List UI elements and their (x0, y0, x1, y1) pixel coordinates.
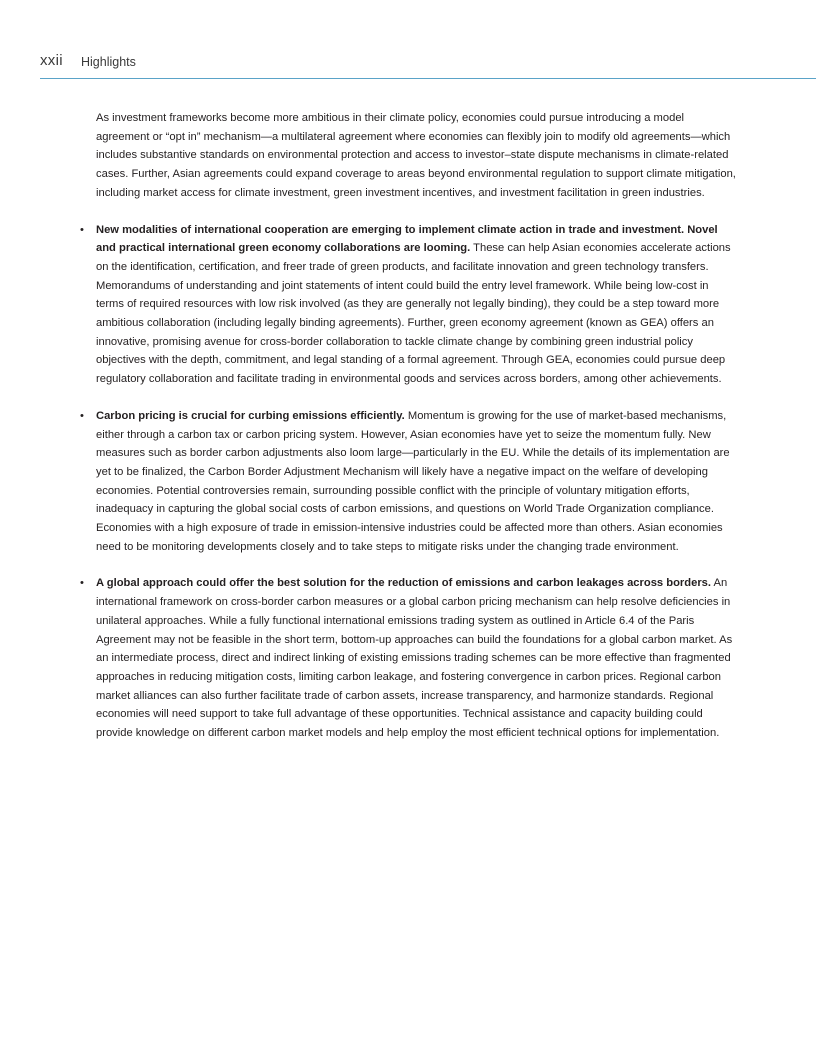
bullet-body-text: An international framework on cross-border carbon measures or a global carbon pricing mechanism can help resolve deficiencies in unilateral approaches. While a fully functional international emissions trading system as outlined in Article 6.4 of the Paris Agreement may not be feasible in the short term, bottom-up approaches can build the foundations for a global carbon market. As an intermediate process, direct and indirect linking of existing emissions trading schemes can be more effective than fragmented approaches in reducing mitigation costs, limiting carbon leakage, and fostering convergence in carbon prices. Regional carbon market alliances can also further facilitate trade of carbon assets, increase transparency, and harmonize standards. Regional economies will need support to take full advantage of these opportunities. Technical assistance and capacity building could provide knowledge on different carbon market models and help employ the most efficient technical options for implementation. (96, 577, 733, 740)
bullet-item-global-approach (80, 574, 736, 742)
bullet-marker: • (80, 223, 84, 236)
main-content (80, 109, 736, 761)
bullet-item-cooperation (80, 221, 736, 389)
bullet-lead-text: A global approach could offer the best solution for the reduction of emissions and carbon leakages across borders. (96, 577, 712, 590)
bullet-body-text: These can help Asian economies accelerate actions on the identification, certification, and freer trade of green products, and facilitate innovation and green technology transfers. Memorandums of understanding and joint statements of intent could build the entry level framework. While being low-cost in terms of required resources with low risk involved (as they are generally not legally binding), they could be a step toward more ambitious collaboration (including legally binding agreements). Further, green economy agreement (known as GEA) offers an innovative, promising avenue for cross-border collaboration to tackle climate change by combining green industrial policy objectives with the depth, commitment, and legal standing of a formal agreement. Through GEA, economies could pursue deep regulatory collaboration and facilitate trading in environmental goods and services across borders, among other achievements. (96, 242, 731, 386)
intro-paragraph: As investment frameworks become more ambitious in their climate policy, economies could pursue introducing a model agreement or “opt in” mechanism—a multilateral agreement where economies can flexibly join to modify old agreements—which includes substantive standards on environmental protection and access to investor–state dispute mechanisms in climate-related cases. Further, Asian agreements could expand coverage to areas beyond environmental regulation to support climate mitigation, including market access for climate investment, green investment incentives, and investment facilitation in green industries. (96, 112, 736, 199)
page-number: xxii (40, 52, 63, 69)
bullet-item-carbon-pricing (80, 407, 736, 557)
bullet-lead-text: New modalities of international cooperation are emerging to implement climate action in trade and investment. Novel and practical international green economy collaborations are looming. (96, 223, 718, 255)
bullet-marker: • (80, 409, 84, 422)
section-title: Highlights (81, 55, 136, 69)
page-header (40, 52, 816, 79)
bullet-lead-text: Carbon pricing is crucial for curbing emissions efficiently. (96, 409, 405, 422)
bullet-marker: • (80, 577, 84, 590)
bullet-body-text: Momentum is growing for the use of market-based mechanisms, either through a carbon tax or carbon pricing system. However, Asian economies have yet to seize the momentum fully. New measures such as border carbon adjustments also loom large—particularly in the EU. While the details of its implementation are yet to be finalized, the Carbon Border Adjustment Mechanism will likely have a negative impact on the welfare of developing economies. Potential controversies remain, surrounding possible conflict with the principle of voluntary mitigation efforts, inadequacy in capturing the global social costs of carbon emissions, and questions on World Trade Organization compliance. Economies with a high exposure of trade in emission-intensive industries could be affected more than others. Asian economies need to be monitoring developments closely and to take steps to mitigate risks under the changing trade environment. (96, 409, 730, 553)
